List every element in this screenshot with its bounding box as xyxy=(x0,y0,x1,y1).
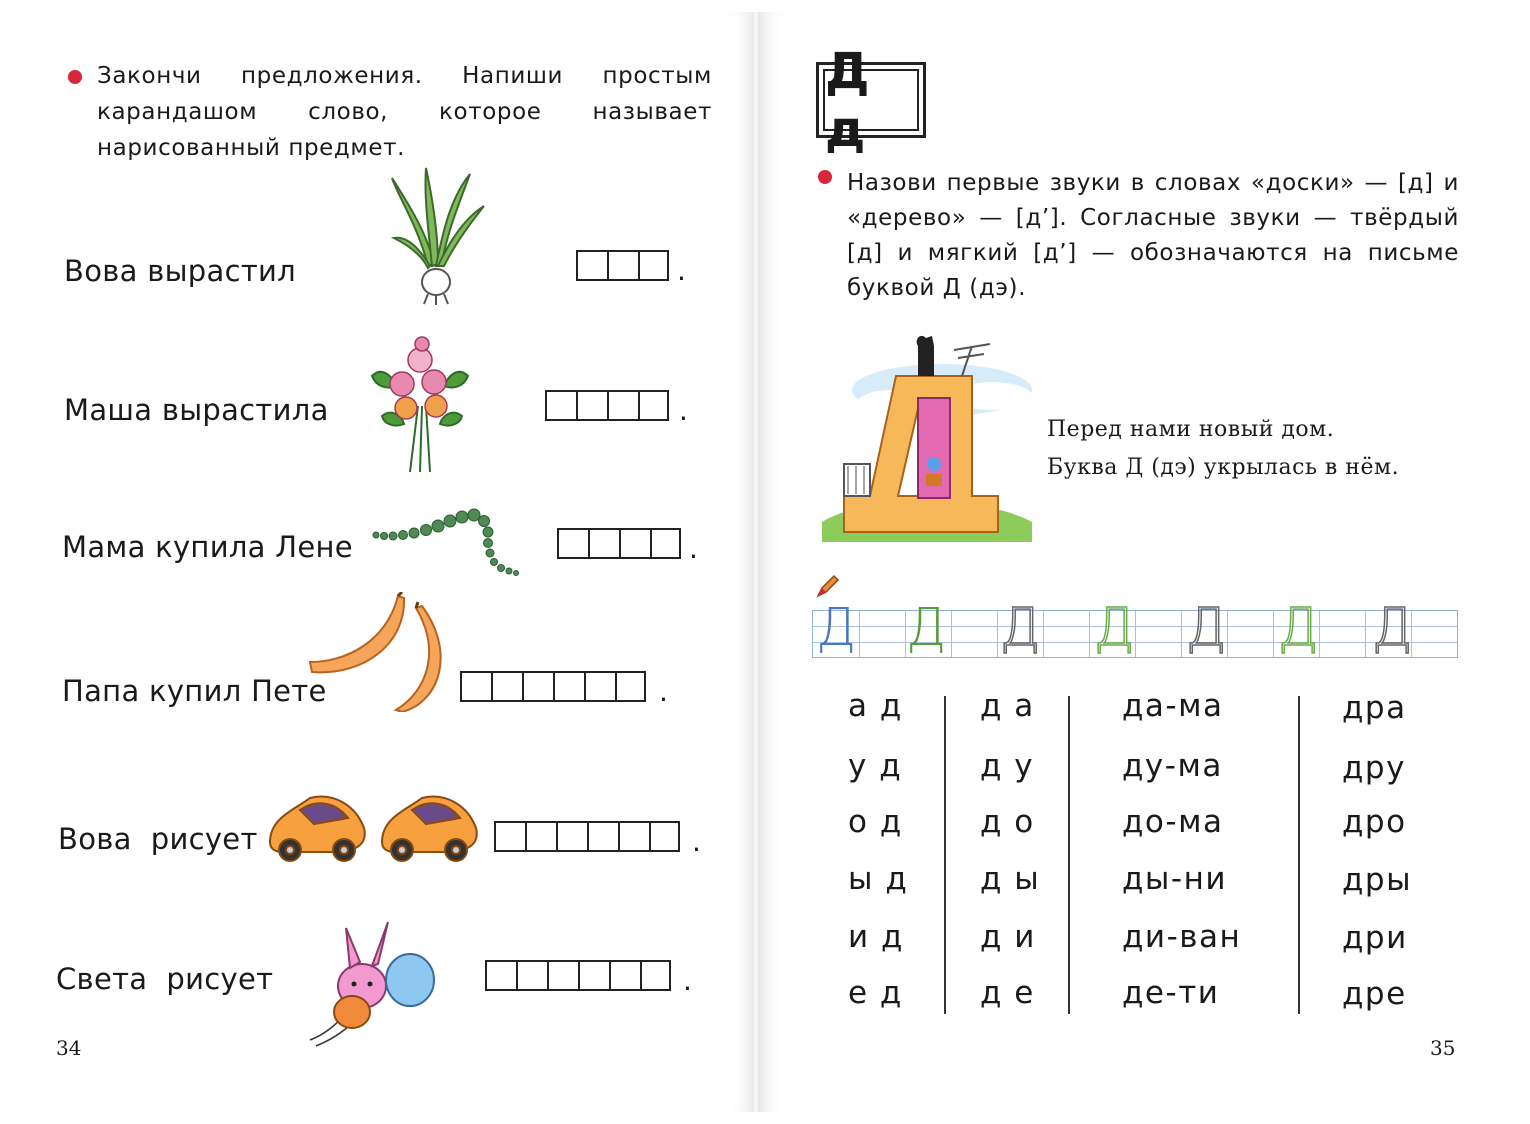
sentence-6: Света рисует xyxy=(56,962,274,996)
answer-boxes-5[interactable] xyxy=(494,821,680,852)
answer-boxes-3[interactable] xyxy=(557,528,681,559)
answer-boxes-2[interactable] xyxy=(545,390,669,421)
syllable-cell: д е xyxy=(980,975,1035,1011)
syllable-cell: ду-ма xyxy=(1122,748,1223,784)
syllable-cell: е д xyxy=(848,975,903,1011)
flowers-bouquet-icon xyxy=(362,336,482,476)
syllable-cell: ы д xyxy=(848,861,909,897)
syllable-cell: д у xyxy=(980,748,1035,784)
syllable-cell: дры xyxy=(1342,862,1413,898)
poem-line-1: Перед нами новый дом. xyxy=(1047,417,1335,442)
sentence-1: Вова вырастил xyxy=(64,254,297,288)
syllable-cell: да-ма xyxy=(1122,688,1224,724)
period: . xyxy=(689,532,698,565)
column-divider xyxy=(944,696,946,1014)
syllable-cell: у д xyxy=(848,748,903,784)
period: . xyxy=(679,394,688,427)
writing-letter-sample: Д xyxy=(906,598,947,658)
writing-letter-trace[interactable]: Д xyxy=(1372,598,1413,658)
sentence-4: Папа купил Пете xyxy=(62,674,327,708)
sentence-3: Мама купила Лене xyxy=(62,530,353,564)
bullet-icon xyxy=(818,170,832,184)
cars-icon xyxy=(264,788,482,868)
writing-letter-trace[interactable]: Д xyxy=(1278,598,1319,658)
sentence-2: Маша вырастила xyxy=(64,393,329,427)
writing-letter-trace[interactable]: Д xyxy=(1186,598,1227,658)
syllable-cell: де-ти xyxy=(1122,975,1220,1011)
syllable-cell: дро xyxy=(1342,804,1407,840)
period: . xyxy=(692,825,701,858)
answer-boxes-4[interactable] xyxy=(460,671,646,702)
column-divider xyxy=(1068,696,1070,1014)
syllable-cell: дри xyxy=(1342,920,1408,956)
page-number-left: 34 xyxy=(56,1036,82,1060)
answer-boxes-6[interactable] xyxy=(485,960,671,991)
period: . xyxy=(677,254,686,287)
syllable-cell: дру xyxy=(1342,750,1406,786)
syllable-cell: д о xyxy=(980,804,1035,840)
page-number-right: 35 xyxy=(1430,1036,1456,1060)
syllable-cell: до-ма xyxy=(1122,804,1224,840)
book-spine xyxy=(752,12,760,1112)
beads-icon xyxy=(370,505,520,580)
right-instruction: Назови первые звуки в словах «доски» — [д] и «дерево» — [д’]. Согласные звуки — твёрдый [д] и мягкий [д’] — обозначаются на письме буквой Д (дэ). xyxy=(847,170,1459,301)
house-letter-d-icon xyxy=(822,326,1042,542)
column-divider xyxy=(1298,696,1300,1014)
syllable-cell: и д xyxy=(848,919,904,955)
period: . xyxy=(659,675,668,708)
onion-icon xyxy=(388,166,488,306)
bullet-icon xyxy=(68,70,82,84)
syllable-cell: а д xyxy=(848,688,903,724)
syllable-cell: д а xyxy=(980,688,1035,724)
letter-heading xyxy=(816,42,926,158)
poem-line-2: Буква Д (дэ) укрылась в нём. xyxy=(1047,455,1400,480)
syllable-cell: дре xyxy=(1342,976,1407,1012)
left-instruction: Закончи предложения. Напиши простым карандашом слово, которое называет нарисованный предмет. xyxy=(97,63,712,161)
pencil-icon xyxy=(816,574,840,598)
sentence-5: Вова рисует xyxy=(58,822,258,856)
writing-letter-sample: Д xyxy=(816,598,857,658)
syllable-cell: о д xyxy=(848,804,903,840)
answer-boxes-1[interactable] xyxy=(576,250,669,281)
writing-letter-trace[interactable]: Д xyxy=(1000,598,1041,658)
writing-letter-trace[interactable]: Д xyxy=(1094,598,1135,658)
letter-heading-text: Д д xyxy=(823,69,919,131)
bananas-icon xyxy=(306,592,456,712)
syllable-cell: ды-ни xyxy=(1122,861,1228,897)
syllable-cell: дра xyxy=(1342,690,1407,726)
syllable-cell: д ы xyxy=(980,861,1041,897)
balloons-icon xyxy=(306,914,446,1054)
syllable-cell: ди-ван xyxy=(1122,919,1242,955)
period: . xyxy=(683,964,692,997)
syllable-cell: д и xyxy=(980,919,1036,955)
